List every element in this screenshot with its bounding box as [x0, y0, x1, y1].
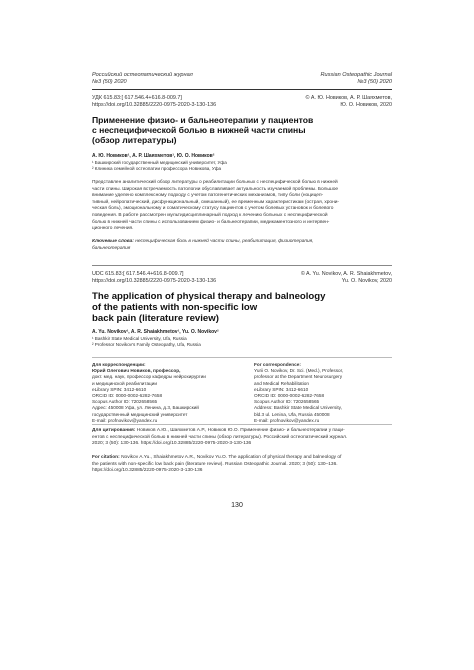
- citation-en-line: the patients with non-specific low back pain (literature review). Russian Osteopathic Journal. 2020; 3 (50): 130–136.: [92, 461, 338, 467]
- page-number: 130: [231, 502, 243, 509]
- citation-ru: [92, 428, 392, 448]
- affiliation-ru-2: ² Клиника семейной остеопатии профессора Новикова, Уфа: [92, 166, 222, 171]
- authors-en: A. Yu. Novikov¹, A. R. Shaiakhmetov¹, Yu. O. Novikov²: [92, 329, 219, 335]
- abstract-line: части спины. Широкая встречаемость патологии обуславливает актуальность изучаемой проблемы. Большое: [92, 186, 339, 192]
- correspondence-ru: [92, 362, 242, 424]
- header-divider: [92, 89, 392, 90]
- correspondence-ru-line: Scopus Author ID: 7202658565: [92, 399, 158, 405]
- correspondence-ru-line: Адрес: 450008 Уфа, ул. Ленина, д.3, Башкирский: [92, 405, 199, 411]
- keywords-text: неспецифическая боль в нижней части спины, реабилитация, физиотерапия,: [135, 239, 314, 244]
- abstract-ru: [92, 180, 392, 233]
- issue-en: №3 (50) 2020: [357, 79, 392, 85]
- correspondence-divider: [92, 357, 392, 358]
- citation-en-line: Novikov A.Yu., Shaiakhmetov A.R., Novikov Yu.O. The application of physical therapy and balneology of: [121, 455, 342, 460]
- correspondence-ru-line: ORCID ID: 0000-0002-6282-7658: [92, 393, 163, 399]
- title-ru-line2: с неспецифической болью в нижней части спины: [92, 125, 306, 135]
- correspondence-en-line: ORCID ID: 0000-0002-6282-7658: [254, 393, 325, 399]
- title-en-line3: back pain (literature review): [92, 313, 219, 325]
- email-en: E-mail: profnovikov@yandex.ru: [254, 417, 320, 423]
- abstract-line: болью в нижней части спины с использованием физио- и бальнеотерапии, медикаментозного и интервен-: [92, 219, 330, 225]
- citation-ru-line: ентов с неспецифической болью в нижней части спины (обзор литературы). Российский остеопатический журнал.: [92, 434, 348, 440]
- title-en-line1: The application of physical therapy and balneology: [92, 291, 326, 302]
- copyright-en-line2: Yu. O. Novikov, 2020: [341, 277, 392, 284]
- correspondence-en-line: eLibrary SPIN: 3412-6610: [254, 386, 309, 392]
- article-title-ru: [92, 115, 313, 145]
- udc-ru: УДК 615.83:[ 617.546.4+616.8-009.7]: [92, 95, 182, 101]
- correspondence-ru-line: государственный медицинский университет: [92, 411, 188, 417]
- correspondence-ru-line: и медицинской реабилитации: [92, 380, 157, 386]
- abstract-line: ционного лечения.: [92, 226, 134, 232]
- affiliation-ru-1: ¹ Башкирский государственный медицинский университет, Уфа: [92, 160, 227, 165]
- abstract-line: тивный, нейропатический, дисфункциональный, смешанный), ее временным характеристикам (острая, хрони-: [92, 199, 340, 205]
- article-title-en: [92, 291, 326, 325]
- citation-ru-line: 2020; 3 (50): 130-136. https://doi.org/10.32885/2220-0975-2020-3-130-136: [92, 441, 252, 446]
- affiliation-en-2: ² Professor Novikov's Family Osteopathy, Ufa, Russia: [92, 342, 201, 347]
- correspondence-en: [254, 362, 394, 424]
- correspondence-en-line: and Medical Rehabilitation: [254, 380, 309, 386]
- abstract-line: ческая боль), эмоциональному и соматическому статусу пациентов с учетом болевых установок и болевого: [92, 206, 334, 212]
- citation-label-en: For citation:: [92, 455, 120, 460]
- en-copyright: [301, 271, 392, 285]
- udc-en: UDC 615.83:[ 617.546.4+616.8-009.7]: [92, 271, 184, 277]
- correspondence-heading-en: For correspondence:: [254, 362, 301, 367]
- copyright-ru-line2: Ю. О. Новиков, 2020: [340, 101, 392, 108]
- section-divider: [92, 265, 392, 266]
- email-ru: E-mail: profnovikov@yandex.ru: [92, 417, 158, 423]
- keywords-text-cont: бальнеотерапия: [92, 245, 131, 251]
- keywords-ru: [92, 239, 392, 252]
- citation-en: [92, 455, 392, 475]
- issue-ru: №3 (50) 2020: [92, 79, 127, 85]
- abstract-line: Представлен аналитический обзор литературы о реабилитации больных с неспецифической болью в нижней: [92, 180, 338, 185]
- citation-en-line: https://doi.org/10.32885/2220-0975-2020-3-130-136: [92, 468, 203, 473]
- doi-ru: https://doi.org/10.32885/2220-0975-2020-3-130-136: [92, 101, 217, 108]
- title-ru-line3: (обзор литературы): [92, 135, 177, 145]
- authors-ru: А. Ю. Новиков¹, А. Р. Шаяхметов¹, Ю. О. Новиков²: [92, 153, 215, 159]
- doi-en: https://doi.org/10.32885/2220-0975-2020-3-130-136: [92, 277, 217, 284]
- en-identifiers: [92, 271, 216, 285]
- keywords-label: Ключевые слова:: [92, 239, 134, 244]
- affiliations-en: [92, 336, 201, 348]
- citation-divider: [92, 424, 392, 425]
- affiliation-en-1: ¹ Bashkir State Medical University, Ufa, Russia: [92, 336, 187, 341]
- citation-label-ru: Для цитирования:: [92, 428, 136, 433]
- copyright-en-line1: © A. Yu. Novikov, A. R. Shaiakhmetov,: [300, 271, 392, 277]
- correspondence-en-line: Scopus Author ID: 7202658565: [254, 399, 320, 405]
- correspondence-ru-line: eLibrary SPIN: 3412-6610: [92, 386, 147, 392]
- correspondence-ru-line: Юрий Олегович Новиков, профессор,: [92, 368, 181, 374]
- correspondence-heading-ru: Для корреспонденции:: [92, 362, 146, 367]
- correspondence-ru-line: докт. мед. наук, профессор кафедры нейрохирургии: [92, 374, 206, 380]
- correspondence-en-line: Yurii O. Novikov, Dr. Sci. (Med.), Professor,: [254, 368, 344, 374]
- correspondence-en-line: professor at the Department Neurosurgery: [254, 374, 343, 380]
- abstract-line: поведения. В работе рассмотрен мультидисциплинарный подход к лечению больных с неспецифической: [92, 212, 328, 218]
- citation-ru-line: Новиков А.Ю., Шаяхметов А.Р., Новиков Ю.О. Применение физио- и бальнеотерапии у паци-: [136, 428, 345, 433]
- correspondence-en-line: bld.3 ul. Lenina, Ufa, Russia 450008: [254, 411, 330, 417]
- journal-name-en: Russian Osteopathic Journal: [320, 72, 392, 78]
- ru-identifiers: [92, 95, 216, 109]
- abstract-line: внимание уделено комплексному подходу с учетом патогенетических механизмов, типу боли (ноцицеп-: [92, 193, 324, 199]
- title-en-line2: of the patients with non-specific low: [92, 302, 258, 314]
- title-ru-line1: Применение физио- и бальнеотерапии у пациентов: [92, 115, 314, 125]
- copyright-ru-line1: © А. Ю. Новиков, А. Р. Шаяхметов,: [305, 95, 392, 101]
- ru-copyright: [305, 95, 392, 109]
- journal-header-ru: [92, 72, 193, 86]
- affiliations-ru: [92, 160, 227, 172]
- journal-header-en: [320, 72, 392, 86]
- journal-name-ru: Российский остеопатический журнал: [92, 72, 193, 78]
- correspondence-en-line: Address: Bashkir State Medical University,: [254, 405, 342, 411]
